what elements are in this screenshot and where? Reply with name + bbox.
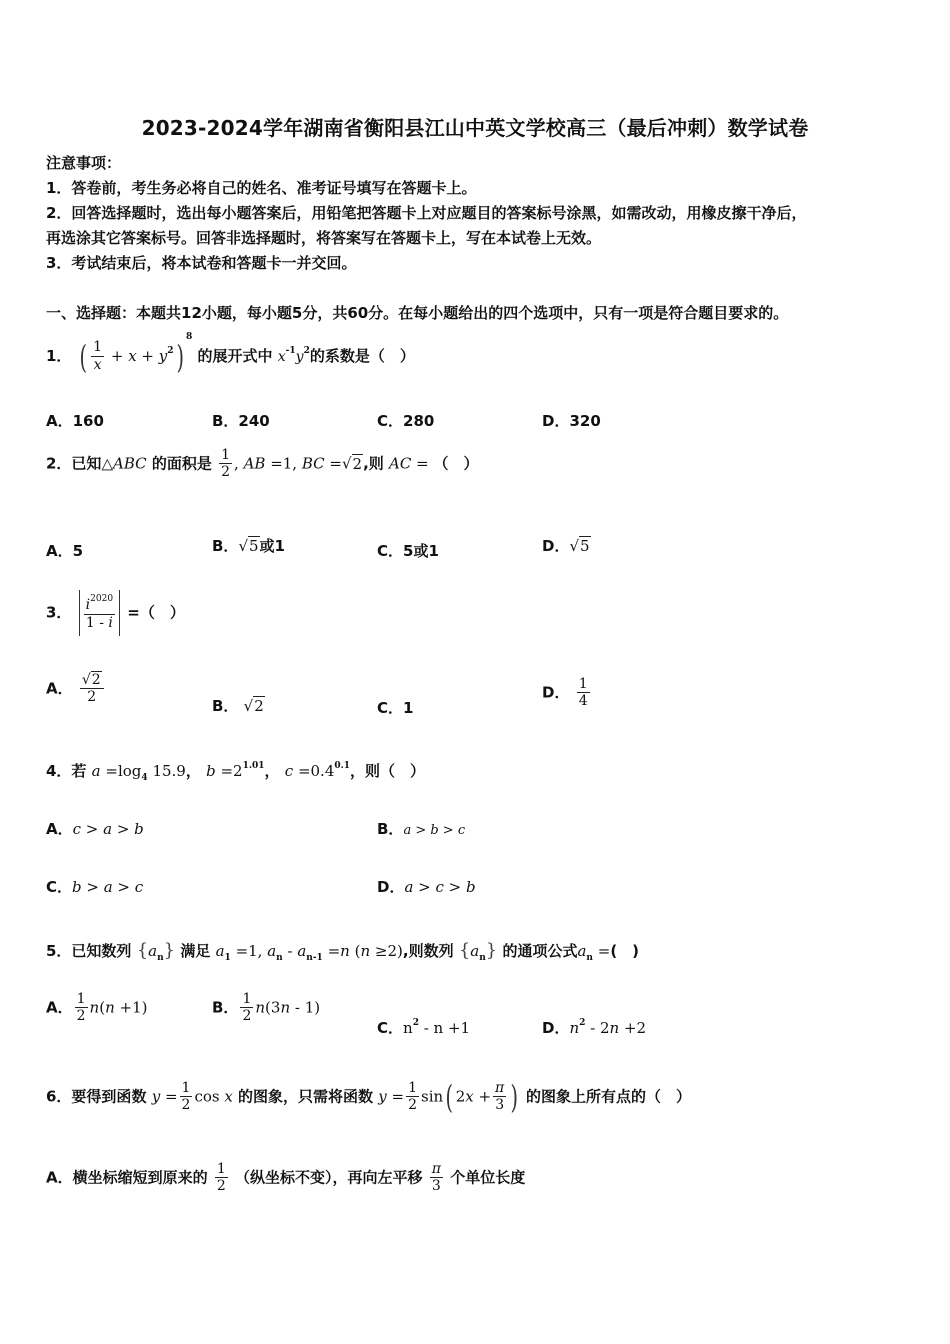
q2-option-d[interactable] <box>542 535 591 556</box>
formula-term: + <box>106 347 129 365</box>
question-number: 6．要得到函数 <box>46 1087 147 1106</box>
question-2: 2．已知△ABC 的面积是 $\frac{1}{2}$ , AB =1, BC =√2,则 AC = （ ） <box>46 447 479 481</box>
option-label: D． <box>542 683 570 702</box>
q2-option-c[interactable]: C．5或1 <box>377 542 439 560</box>
formula-term: a <box>91 762 101 780</box>
option-label: B． <box>212 697 239 715</box>
question-number: 1． <box>46 347 72 365</box>
notice-heading: 注意事项： <box>46 154 122 172</box>
option-formula: a > c > b <box>404 878 476 896</box>
formula-sqrt: √2 <box>243 697 264 715</box>
formula-paren: ( <box>445 1078 454 1116</box>
formula-fraction: $\frac{\pi}{3}$ <box>495 1079 505 1114</box>
option-label: C． <box>46 878 73 896</box>
separator: ， <box>264 762 280 780</box>
option-text: A．横坐标缩短到原来的 <box>46 1168 208 1187</box>
option-label: A． <box>46 998 73 1017</box>
formula-term: AB <box>243 454 266 473</box>
option-label: B． <box>212 998 239 1017</box>
option-text: （纵坐标不变），再向左平移 <box>235 1168 423 1187</box>
option-label: A． <box>46 679 73 698</box>
q3-option-a[interactable] <box>46 673 106 705</box>
question-text: 的通项公式 <box>502 942 578 960</box>
q5-option-d[interactable]: D．$n^2 - 2n +2$ <box>542 1018 647 1037</box>
question-text: ,则数列 <box>402 942 454 960</box>
q5-option-a[interactable]: A． $\frac{1}{2}$ n(n +1) <box>46 991 148 1025</box>
q1-option-c[interactable]: C．280 <box>377 412 435 430</box>
question-number: 3． <box>46 603 72 622</box>
formula-term: x <box>128 347 137 365</box>
formula-fraction: $\frac{1}{4}$ <box>578 676 588 710</box>
question-text: =（ ） <box>127 603 185 622</box>
formula-term: y <box>378 1087 387 1106</box>
section-heading: 一、选择题：本题共12小题，每小题5分，共60分。在每小题给出的四个选项中，只有一项是符合题目要求的。 <box>46 304 789 322</box>
question-text: 的面积是 <box>151 454 212 473</box>
q1-option-d[interactable]: D．320 <box>542 412 601 430</box>
notice-item-2b: 再选涂其它答案标号。回答非选择题时，将答案写在答题卡上，写在本试卷上无效。 <box>46 229 602 247</box>
formula-brace: } <box>485 940 498 961</box>
formula-fraction: $\frac{1}{2}$ <box>216 1161 226 1195</box>
formula-term: ABC <box>112 454 147 473</box>
formula-paren: ) <box>176 337 184 376</box>
option-label: B． <box>377 820 404 838</box>
question-number: 4．若 <box>46 762 87 780</box>
option-formula: a > b > c <box>403 823 466 838</box>
formula-sqrt: √5 <box>238 537 259 555</box>
formula-term: y <box>158 347 168 365</box>
formula-term: a <box>215 942 225 960</box>
q3-option-b[interactable] <box>212 695 265 716</box>
option-label: B． <box>212 537 239 555</box>
q5-option-b[interactable]: B． $\frac{1}{2}$ n(3n - 1) <box>212 991 321 1025</box>
option-text: 个单位长度 <box>450 1168 526 1187</box>
formula-fraction: $\frac{√2}{2}$ <box>80 673 104 705</box>
formula-fraction: $\frac{1}{x}$ <box>93 339 103 373</box>
question-text: （ ） <box>433 454 479 473</box>
q3-option-d[interactable] <box>542 677 592 709</box>
q4-option-c[interactable] <box>46 876 143 897</box>
question-text: 的图象，只需将函数 <box>238 1087 374 1106</box>
formula-term: △ <box>101 454 113 473</box>
formula-fraction: $\frac{i^{2020}}{1 - i}$ <box>85 594 114 631</box>
question-5: 5．已知数列 $\{a_n\}$ 满足 $a_1 =1$, $a_n - a_{n-1} =n$ (n ≥2),则数列 $\{a_n\}$ 的通项公式$a_n$ =( ) <box>46 940 640 963</box>
abs-bar <box>119 590 120 636</box>
q5-option-c[interactable]: C．$n^2 - n +1$ <box>377 1018 471 1037</box>
formula-term: y <box>151 1087 161 1106</box>
option-label: C． <box>377 1019 404 1037</box>
q4-option-a[interactable] <box>46 818 144 839</box>
question-text: ,则 <box>363 454 384 473</box>
formula-fraction: $\frac{1}{2}$ <box>181 1079 191 1114</box>
formula-term: c <box>284 762 294 780</box>
option-label: D． <box>377 878 405 896</box>
question-text: ，则（ ） <box>350 762 426 780</box>
option-text: 或1 <box>259 537 285 555</box>
question-6: 6．要得到函数 y = $\frac{1}{2}$ cos x 的图象，只需将函数 y = $\frac{1}{2}$ sin( 2x + $\frac{\pi}{3}$ ) 的图象上所有点的（ ） <box>46 1078 691 1116</box>
formula-fraction: $\frac{\pi}{3}$ <box>431 1161 441 1195</box>
notice-item-1: 1．答卷前，考生务必将自己的姓名、准考证号填写在答题卡上。 <box>46 179 477 197</box>
formula-term: a <box>470 942 480 960</box>
formula-sqrt: √5 <box>569 537 590 555</box>
question-text: 的系数是（ ） <box>309 347 415 365</box>
question-number: 2．已知 <box>46 454 102 473</box>
question-3 <box>46 590 185 636</box>
formula-term: AC <box>389 454 412 473</box>
question-1: 1． ( $\frac{1}{x}$ + $x + y^2)^8$ 的展开式中 $x^{-1}y^2$的系数是（ ） <box>46 332 415 376</box>
q2-option-a[interactable]: A．5 <box>46 542 84 560</box>
q1-option-b[interactable]: B．240 <box>212 412 270 430</box>
formula-term: y <box>295 349 304 365</box>
question-text: 的图象上所有点的（ ） <box>525 1087 691 1106</box>
question-text: 的展开式中 <box>197 347 273 365</box>
formula-brace: { <box>458 940 471 961</box>
formula-sqrt: √2 <box>341 454 363 473</box>
formula-paren: ( <box>79 337 87 376</box>
option-label: D． <box>542 537 570 555</box>
formula-term: BC <box>301 454 325 473</box>
question-4: 4．若 $a =\log_4$ 15.9， $b =2^{1.01}$， $c =0.4^{0.1}$，则（ ） <box>46 761 426 783</box>
option-formula: c > a > b <box>72 820 144 838</box>
q4-option-b[interactable] <box>377 818 465 839</box>
option-label: A． <box>46 820 73 838</box>
q3-option-c[interactable]: C．1 <box>377 699 414 717</box>
formula-brace: } <box>163 940 176 961</box>
notice-item-2a: 2．回答选择题时，选出每小题答案后，用铅笔把答题卡上对应题目的答案标号涂黑，如需改动，用橡皮擦干净后， <box>46 204 807 222</box>
formula-term: b <box>206 762 216 780</box>
formula-paren: ) <box>510 1078 519 1116</box>
formula-fraction: $\frac{1}{2}$ <box>408 1079 418 1114</box>
formula-term: a <box>148 942 158 960</box>
formula-term: + <box>136 347 159 365</box>
formula-brace: { <box>136 940 149 961</box>
question-text: 满足 <box>180 942 211 960</box>
question-number: 5．已知数列 <box>46 942 132 960</box>
formula-fraction: $\frac{1}{2}$ <box>221 447 231 481</box>
q2-option-b[interactable] <box>212 535 285 556</box>
option-label: D． <box>542 1019 570 1037</box>
page-title: 2023-2024学年湖南省衡阳县江山中英文学校高三（最后冲刺）数学试卷 <box>141 116 809 140</box>
q1-option-a[interactable]: A．160 <box>46 412 104 430</box>
formula-fraction: $\frac{1}{2}$ <box>76 991 86 1025</box>
q4-option-d[interactable] <box>377 876 476 897</box>
formula-term: a <box>577 942 587 960</box>
q6-option-a[interactable] <box>46 1162 525 1194</box>
question-text: ( ) <box>610 942 640 960</box>
abs-bar <box>79 590 80 636</box>
notice-item-3: 3．考试结束后，将本试卷和答题卡一并交回。 <box>46 254 357 272</box>
formula-fraction: $\frac{1}{2}$ <box>242 991 252 1025</box>
option-formula: b > a > c <box>72 878 144 896</box>
separator: ， <box>185 762 201 780</box>
formula-term: x <box>277 349 286 365</box>
